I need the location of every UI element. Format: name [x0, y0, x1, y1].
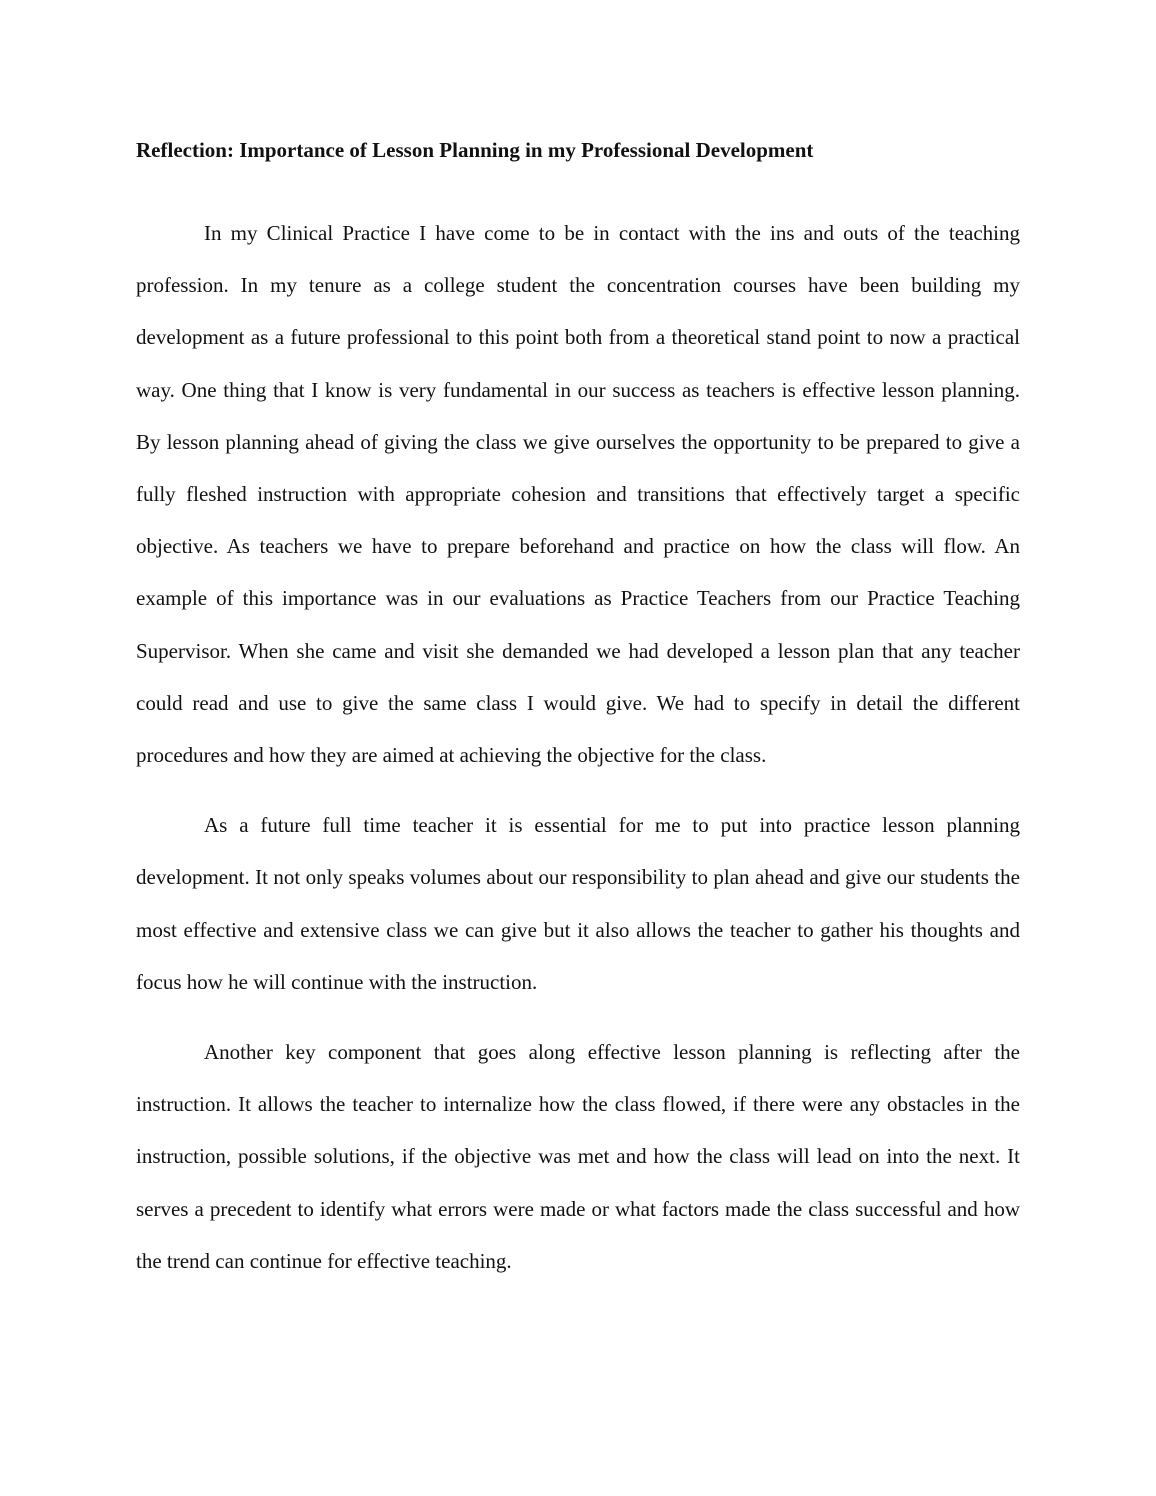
document-body — [136, 136, 1020, 1287]
paragraph-2: As a future full time teacher it is essential for me to put into practice lesson planning development. It not only speaks volumes about our responsibility to plan ahead and give our students the most effective and extensive class we can give but it also allows the teacher to gather his thoughts and focus how he will continue with the instruction. — [136, 813, 1020, 994]
paragraph-1: In my Clinical Practice I have come to be in contact with the ins and outs of the teaching profession. In my tenure as a college student the concentration courses have been building my development as a future professional to this point both from a theoretical stand point to now a practical way. One thing that I know is very fundamental in our success as teachers is effective lesson planning. By lesson planning ahead of giving the class we give ourselves the opportunity to be prepared to give a fully fleshed instruction with appropriate cohesion and transitions that effectively target a specific objective. As teachers we have to prepare beforehand and practice on how the class will flow. An example of this importance was in our evaluations as Practice Teachers from our Practice Teaching Supervisor. When she came and visit she demanded we had developed a lesson plan that any teacher could read and use to give the same class I would give. We had to specify in detail the different procedures and how they are aimed at achieving the objective for the class. — [136, 221, 1020, 768]
paragraph-3: Another key component that goes along effective lesson planning is reflecting after the instruction. It allows the teacher to internalize how the class flowed, if there were any obstacles in the instruction, possible solutions, if the objective was met and how the class will lead on into the next. It serves a precedent to identify what errors were made or what factors made the class successful and how the trend can continue for effective teaching. — [136, 1040, 1020, 1273]
document-title: Reflection: Importance of Lesson Planning in my Professional Development — [136, 138, 814, 162]
